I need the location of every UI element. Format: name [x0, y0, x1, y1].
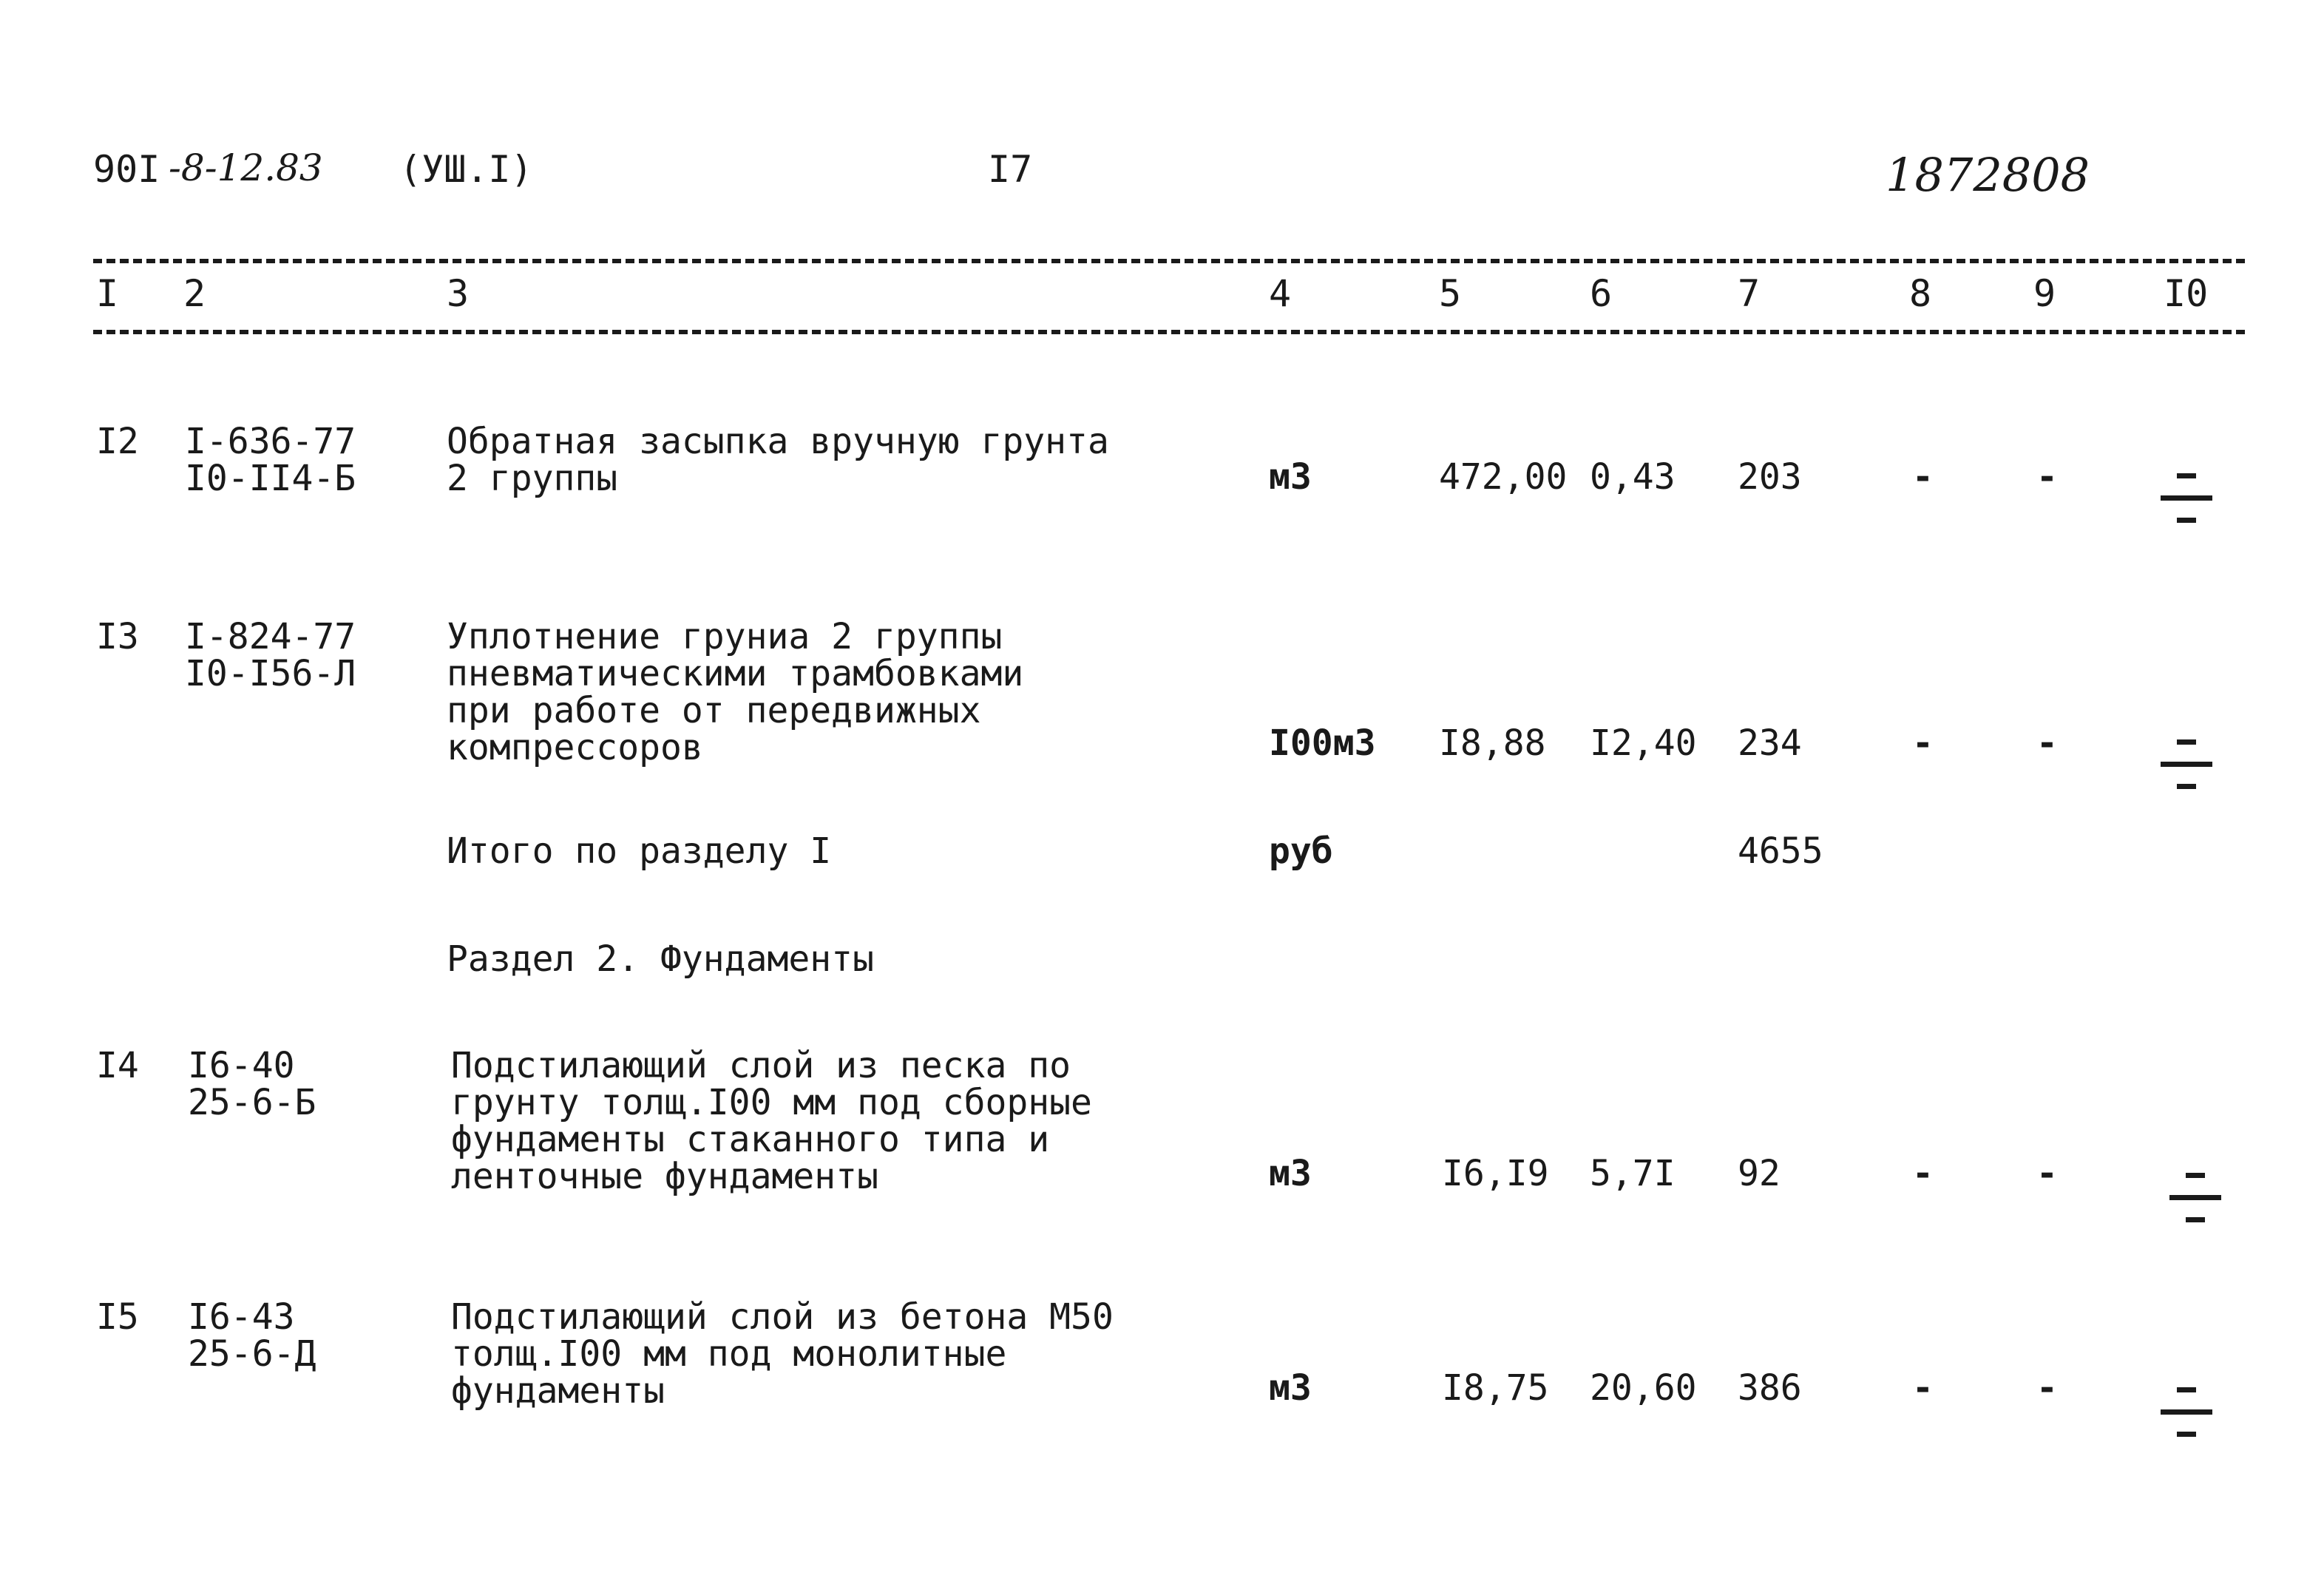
- col-header-4: 4: [1269, 272, 1292, 315]
- row-12-total: 203: [1738, 456, 1802, 498]
- col-header-8: 8: [1909, 272, 1932, 315]
- row-15-code: I6-43 25-6-Д: [188, 1296, 316, 1375]
- row-14-description: Подстилающий слой из песка по грунту толщ.I00 мм под сборные фундаменты стаканного типа и ленточные фундаменты: [451, 1045, 1092, 1197]
- section-title: Раздел 2. Фундаменты: [447, 938, 874, 980]
- col-header-5: 5: [1439, 272, 1462, 315]
- row-14-code: I6-40 25-6-Б: [188, 1045, 316, 1123]
- row-12-col8: -: [1912, 456, 1934, 498]
- row-13-price: I2,40: [1590, 722, 1697, 764]
- row-12-description: Обратная засыпка вручную грунта 2 группы: [447, 421, 1109, 499]
- col-header-6: 6: [1590, 272, 1613, 315]
- header-top-divider: [93, 259, 2245, 263]
- row-14-col10-mark: [2169, 1173, 2221, 1232]
- row-13-total: 234: [1738, 722, 1802, 764]
- row-13-qty: I8,88: [1439, 722, 1546, 764]
- row-12-col10-mark: [2161, 473, 2212, 532]
- volume-label: (УШ.I): [399, 148, 533, 191]
- doc-number-handwritten: -8-12.83: [169, 146, 323, 189]
- row-15-price: 20,60: [1590, 1367, 1697, 1409]
- row-15-qty: I8,75: [1442, 1367, 1549, 1409]
- row-15-description: Подстилающий слой из бетона М50 толщ.I00 мм под монолитные фундаменты: [451, 1296, 1114, 1412]
- row-12-qty: 472,00: [1439, 456, 1568, 498]
- row-12-code: I-636-77 I0-II4-Б: [185, 421, 356, 499]
- row-12-num: I2: [96, 421, 139, 462]
- row-14-total: 92: [1738, 1153, 1781, 1194]
- row-14-qty: I6,I9: [1442, 1153, 1549, 1194]
- row-13-code: I-824-77 I0-I56-Л: [185, 616, 356, 694]
- header-bottom-divider: [93, 330, 2245, 334]
- row-15-col9: -: [2036, 1367, 2058, 1409]
- page-number: I7: [988, 148, 1033, 191]
- row-15-col10-mark: [2161, 1387, 2212, 1446]
- subtotal-label: Итого по разделу I: [447, 830, 832, 872]
- row-12-price: 0,43: [1590, 456, 1676, 498]
- row-14-col8: -: [1912, 1153, 1934, 1194]
- col-header-7: 7: [1738, 272, 1761, 315]
- row-15-total: 386: [1738, 1367, 1802, 1409]
- handwritten-number: 1872808: [1886, 148, 2090, 202]
- col-header-2: 2: [183, 272, 206, 315]
- row-12-col9: -: [2036, 456, 2058, 498]
- col-header-1: I: [96, 272, 119, 315]
- row-13-description: Уплотнение груниа 2 группы пневматическими трамбовками при работе от передвижных компрессоров: [447, 616, 1024, 768]
- col-header-3: 3: [447, 272, 470, 315]
- row-15-unit: м3: [1269, 1367, 1312, 1409]
- row-13-col9: -: [2036, 722, 2058, 764]
- row-14-col9: -: [2036, 1153, 2058, 1194]
- row-15-col8: -: [1912, 1367, 1934, 1409]
- row-13-unit: I00м3: [1269, 722, 1376, 764]
- row-15-num: I5: [96, 1296, 139, 1338]
- doc-number-prefix: 90I: [93, 148, 160, 191]
- col-header-10: I0: [2164, 272, 2209, 315]
- row-13-col8: -: [1912, 722, 1934, 764]
- col-header-9: 9: [2033, 272, 2056, 315]
- row-13-num: I3: [96, 616, 139, 657]
- row-14-unit: м3: [1269, 1153, 1312, 1194]
- subtotal-total: 4655: [1738, 830, 1823, 872]
- row-14-price: 5,7I: [1590, 1153, 1676, 1194]
- row-14-num: I4: [96, 1045, 139, 1086]
- subtotal-unit: руб: [1269, 830, 1333, 872]
- row-13-col10-mark: [2161, 739, 2212, 799]
- row-12-unit: м3: [1269, 456, 1312, 498]
